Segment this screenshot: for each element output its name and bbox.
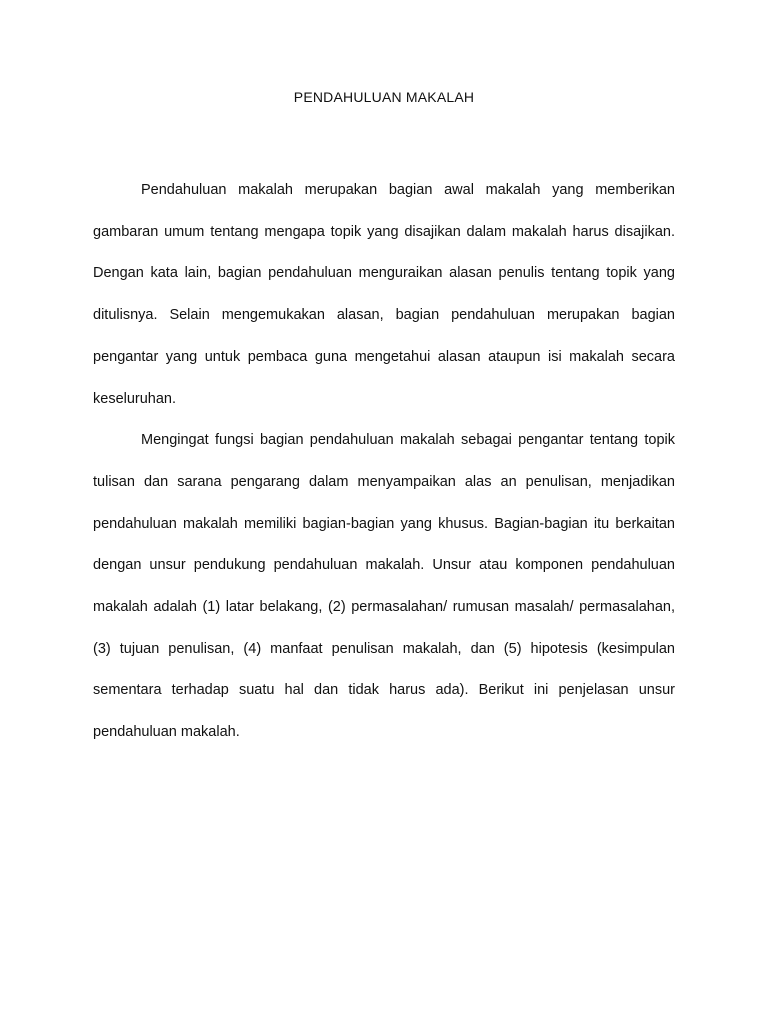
paragraph-2: Mengingat fungsi bagian pendahuluan makalah sebagai pengantar tentang topik tulisan dan sarana pengarang dalam menyampaikan alas an penulisan, menjadikan pendahuluan makalah memiliki bagian-bagian yang khusus. Bagian-bagian itu berkaitan dengan unsur pendukung pendahuluan makalah. Unsur atau komponen pendahuluan makalah adalah (1) latar belakang, (2) permasalahan/ rumusan masalah/ permasalahan, (3) tujuan penulisan, (4) manfaat penulisan makalah, dan (5) hipotesis (kesimpulan sementara terhadap suatu hal dan tidak harus ada). Berikut ini penjelasan unsur pendahuluan makalah. (93, 432, 675, 741)
document-body (93, 170, 675, 754)
paragraph-1: Pendahuluan makalah merupakan bagian awal makalah yang memberikan gambaran umum tentang mengapa topik yang disajikan dalam makalah harus disajikan. Dengan kata lain, bagian pendahuluan menguraikan alasan penulis tentang topik yang ditulisnya. Selain mengemukakan alasan, bagian pendahuluan merupakan bagian pengantar yang untuk pembaca guna mengetahui alasan ataupun isi makalah secara keseluruhan. (93, 182, 675, 407)
document-title: PENDAHULUAN MAKALAH (293, 89, 475, 105)
